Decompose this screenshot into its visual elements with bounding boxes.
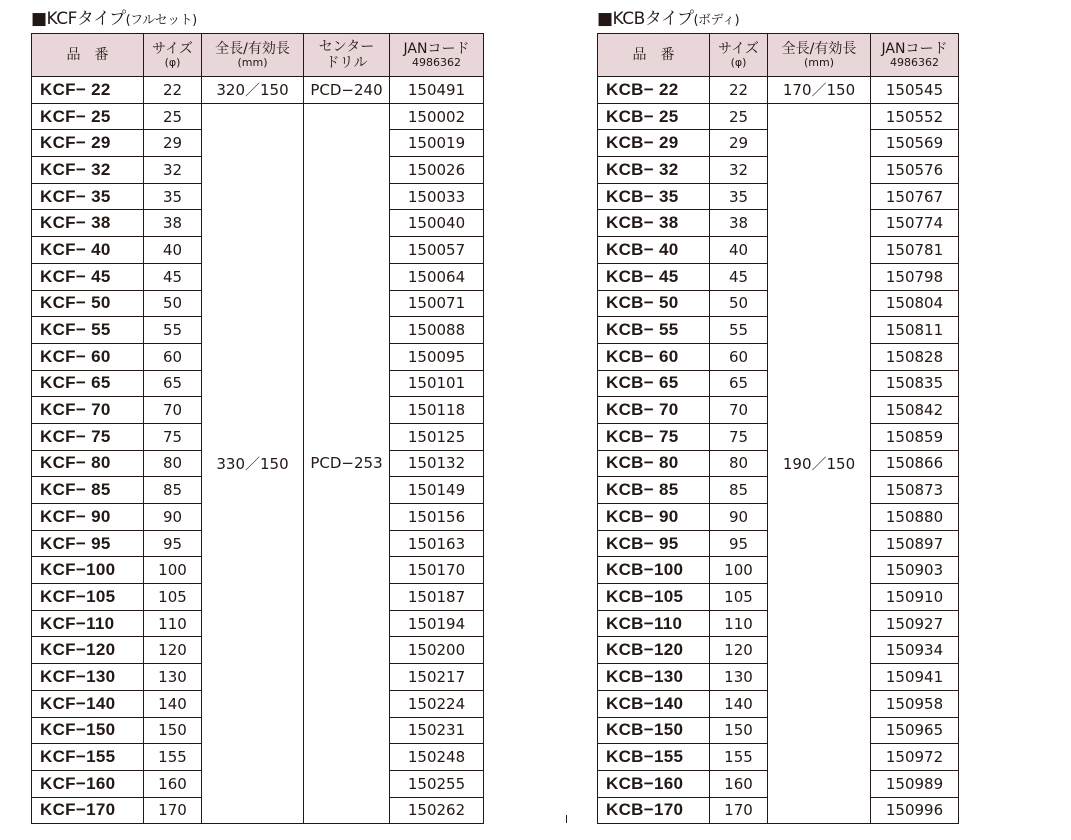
part-number: KCB− 25 [598,103,710,130]
part-number: KCF− 25 [32,103,144,130]
size-cell: 29 [710,130,768,157]
size-cell: 140 [144,690,202,717]
table-row [598,103,959,130]
part-number: KCB− 60 [598,343,710,370]
size-cell: 70 [710,397,768,424]
size-cell: 40 [710,237,768,264]
size-cell: 90 [144,504,202,531]
part-number: KCB− 65 [598,370,710,397]
jan-cell: 150095 [390,343,484,370]
jan-cell: 150835 [871,370,959,397]
size-cell: 120 [710,637,768,664]
jan-cell: 150996 [871,797,959,824]
part-number: KCF− 85 [32,477,144,504]
merged-length-cell: 190／150 [768,103,871,824]
part-number: KCB−120 [598,637,710,664]
size-cell: 155 [710,744,768,771]
kcf-header-length [202,34,304,77]
size-cell: 105 [144,584,202,611]
size-cell: 70 [144,397,202,424]
jan-cell: 150798 [871,263,959,290]
part-number: KCB− 75 [598,423,710,450]
jan-cell: 150972 [871,744,959,771]
kcf-header-drill-label: センター [318,39,375,55]
jan-cell: 150934 [871,637,959,664]
size-cell: 35 [144,183,202,210]
jan-cell: 150569 [871,130,959,157]
jan-cell: 150163 [390,530,484,557]
part-number: KCF−105 [32,584,144,611]
kcf-header-jan [390,34,484,77]
merged-drill-cell: PCD−253 [304,103,390,824]
size-cell: 22 [710,77,768,104]
kcf-header-size-unit: (φ) [164,56,181,69]
size-cell: 160 [144,770,202,797]
part-number: KCF− 45 [32,263,144,290]
part-number: KCF− 95 [32,530,144,557]
part-number: KCB− 45 [598,263,710,290]
part-number: KCF− 35 [32,183,144,210]
size-cell: 110 [144,610,202,637]
jan-cell: 150057 [390,237,484,264]
size-cell: 75 [710,423,768,450]
jan-cell: 150552 [871,103,959,130]
jan-cell: 150156 [390,504,484,531]
jan-cell: 150002 [390,103,484,130]
kcf-header-part: 品 番 [32,34,144,77]
kcf-header-length-label: 全長/有効長 [215,41,290,57]
part-number: KCF− 55 [32,317,144,344]
size-cell: 160 [710,770,768,797]
jan-cell: 150187 [390,584,484,611]
jan-cell: 150873 [871,477,959,504]
size-cell: 155 [144,744,202,771]
size-cell: 75 [144,423,202,450]
size-cell: 110 [710,610,768,637]
jan-cell: 150811 [871,317,959,344]
jan-cell: 150064 [390,263,484,290]
jan-cell: 150026 [390,157,484,184]
part-number: KCF−150 [32,717,144,744]
part-number: KCB− 40 [598,237,710,264]
jan-cell: 150545 [871,77,959,104]
drill-cell: PCD−240 [304,77,390,104]
part-number: KCB−155 [598,744,710,771]
size-cell: 32 [710,157,768,184]
size-cell: 25 [144,103,202,130]
part-number: KCB− 70 [598,397,710,424]
part-number: KCF−160 [32,770,144,797]
part-number: KCB− 29 [598,130,710,157]
size-cell: 150 [144,717,202,744]
kcb-header-size-unit: (φ) [730,56,747,69]
part-number: KCB−140 [598,690,710,717]
jan-cell: 150965 [871,717,959,744]
jan-cell: 150170 [390,557,484,584]
jan-cell: 150842 [871,397,959,424]
part-number: KCB−160 [598,770,710,797]
size-cell: 22 [144,77,202,104]
size-cell: 80 [144,450,202,477]
jan-cell: 150866 [871,450,959,477]
jan-cell: 150255 [390,770,484,797]
part-number: KCF− 29 [32,130,144,157]
part-number: KCB− 95 [598,530,710,557]
size-cell: 55 [710,317,768,344]
jan-cell: 150927 [871,610,959,637]
jan-cell: 150132 [390,450,484,477]
jan-cell: 150071 [390,290,484,317]
part-number: KCF− 65 [32,370,144,397]
size-cell: 65 [144,370,202,397]
size-cell: 50 [710,290,768,317]
table-row [32,103,484,130]
length-cell: 320／150 [202,77,304,104]
kcb-header-length-unit: (mm) [803,56,834,69]
jan-cell: 150941 [871,664,959,691]
part-number: KCB− 22 [598,77,710,104]
table-row [598,77,959,104]
size-cell: 38 [710,210,768,237]
size-cell: 95 [144,530,202,557]
kcb-section-title [597,4,739,29]
kcb-header-jan [871,34,959,77]
part-number: KCB−130 [598,664,710,691]
part-number: KCF− 38 [32,210,144,237]
part-number: KCF− 60 [32,343,144,370]
part-number: KCF− 80 [32,450,144,477]
part-number: KCB− 35 [598,183,710,210]
part-number: KCB−150 [598,717,710,744]
jan-cell: 150859 [871,423,959,450]
size-cell: 130 [144,664,202,691]
kcb-title-main: ■KCBタイプ [597,9,694,29]
size-cell: 55 [144,317,202,344]
part-number: KCF− 70 [32,397,144,424]
jan-cell: 150958 [871,690,959,717]
size-cell: 130 [710,664,768,691]
part-number: KCB− 90 [598,504,710,531]
size-cell: 35 [710,183,768,210]
jan-cell: 150491 [390,77,484,104]
part-number: KCF−110 [32,610,144,637]
kcf-header-size [144,34,202,77]
size-cell: 140 [710,690,768,717]
kcb-table [597,33,959,824]
part-number: KCF− 75 [32,423,144,450]
kcb-title-sub: (ボディ) [693,13,740,28]
size-cell: 40 [144,237,202,264]
part-number: KCF−120 [32,637,144,664]
size-cell: 100 [144,557,202,584]
kcf-header-jan-prefix: 4986362 [412,56,461,69]
table-row [32,77,484,104]
size-cell: 120 [144,637,202,664]
part-number: KCB− 50 [598,290,710,317]
kcb-header-part: 品 番 [598,34,710,77]
jan-cell: 150248 [390,744,484,771]
jan-cell: 150088 [390,317,484,344]
jan-cell: 150767 [871,183,959,210]
part-number: KCB−110 [598,610,710,637]
jan-cell: 150224 [390,690,484,717]
jan-cell: 150040 [390,210,484,237]
size-cell: 170 [144,797,202,824]
jan-cell: 150989 [871,770,959,797]
jan-cell: 150118 [390,397,484,424]
size-cell: 50 [144,290,202,317]
kcf-section-title [31,4,197,29]
size-cell: 45 [710,263,768,290]
part-number: KCF−140 [32,690,144,717]
part-number: KCF−170 [32,797,144,824]
jan-cell: 150019 [390,130,484,157]
size-cell: 150 [710,717,768,744]
kcb-header-length-label: 全長/有効長 [781,41,857,57]
kcf-table [31,33,484,824]
part-number: KCB− 32 [598,157,710,184]
kcf-header-length-unit: (mm) [237,56,268,69]
size-cell: 85 [144,477,202,504]
kcb-header-jan-prefix: 4986362 [890,56,939,69]
kcf-header-row [32,34,484,77]
jan-cell: 150828 [871,343,959,370]
size-cell: 85 [710,477,768,504]
jan-cell: 150217 [390,664,484,691]
size-cell: 95 [710,530,768,557]
divider-tick [566,815,567,823]
jan-cell: 150576 [871,157,959,184]
merged-length-cell: 330／150 [202,103,304,824]
part-number: KCF−100 [32,557,144,584]
kcb-header-size-label: サイズ [718,41,759,57]
size-cell: 60 [710,343,768,370]
size-cell: 80 [710,450,768,477]
part-number: KCF− 32 [32,157,144,184]
jan-cell: 150910 [871,584,959,611]
part-number: KCB− 80 [598,450,710,477]
jan-cell: 150125 [390,423,484,450]
jan-cell: 150880 [871,504,959,531]
part-number: KCB− 55 [598,317,710,344]
size-cell: 170 [710,797,768,824]
jan-cell: 150231 [390,717,484,744]
part-number: KCF− 90 [32,504,144,531]
kcb-header-length [768,34,871,77]
part-number: KCF−155 [32,744,144,771]
kcf-header-size-label: サイズ [152,41,193,57]
kcf-title-main: ■KCFタイプ [31,9,126,29]
kcf-title-sub: (フルセット) [125,13,197,28]
size-cell: 105 [710,584,768,611]
kcf-header-drill [304,34,390,77]
kcf-header-drill-label2: ドリル [325,55,368,71]
jan-cell: 150262 [390,797,484,824]
part-number: KCB−105 [598,584,710,611]
kcb-header-row [598,34,959,77]
jan-cell: 150804 [871,290,959,317]
size-cell: 25 [710,103,768,130]
size-cell: 38 [144,210,202,237]
size-cell: 65 [710,370,768,397]
size-cell: 90 [710,504,768,531]
size-cell: 32 [144,157,202,184]
jan-cell: 150781 [871,237,959,264]
part-number: KCF− 40 [32,237,144,264]
part-number: KCB− 38 [598,210,710,237]
size-cell: 29 [144,130,202,157]
part-number: KCB−100 [598,557,710,584]
jan-cell: 150101 [390,370,484,397]
kcf-header-jan-label: JANコード [403,41,470,57]
jan-cell: 150200 [390,637,484,664]
size-cell: 60 [144,343,202,370]
length-cell: 170／150 [768,77,871,104]
part-number: KCB−170 [598,797,710,824]
jan-cell: 150774 [871,210,959,237]
part-number: KCF− 50 [32,290,144,317]
jan-cell: 150903 [871,557,959,584]
jan-cell: 150149 [390,477,484,504]
size-cell: 45 [144,263,202,290]
jan-cell: 150897 [871,530,959,557]
size-cell: 100 [710,557,768,584]
part-number: KCB− 85 [598,477,710,504]
jan-cell: 150033 [390,183,484,210]
part-number: KCF− 22 [32,77,144,104]
jan-cell: 150194 [390,610,484,637]
kcb-header-jan-label: JANコード [881,41,948,57]
kcb-header-size [710,34,768,77]
part-number: KCF−130 [32,664,144,691]
